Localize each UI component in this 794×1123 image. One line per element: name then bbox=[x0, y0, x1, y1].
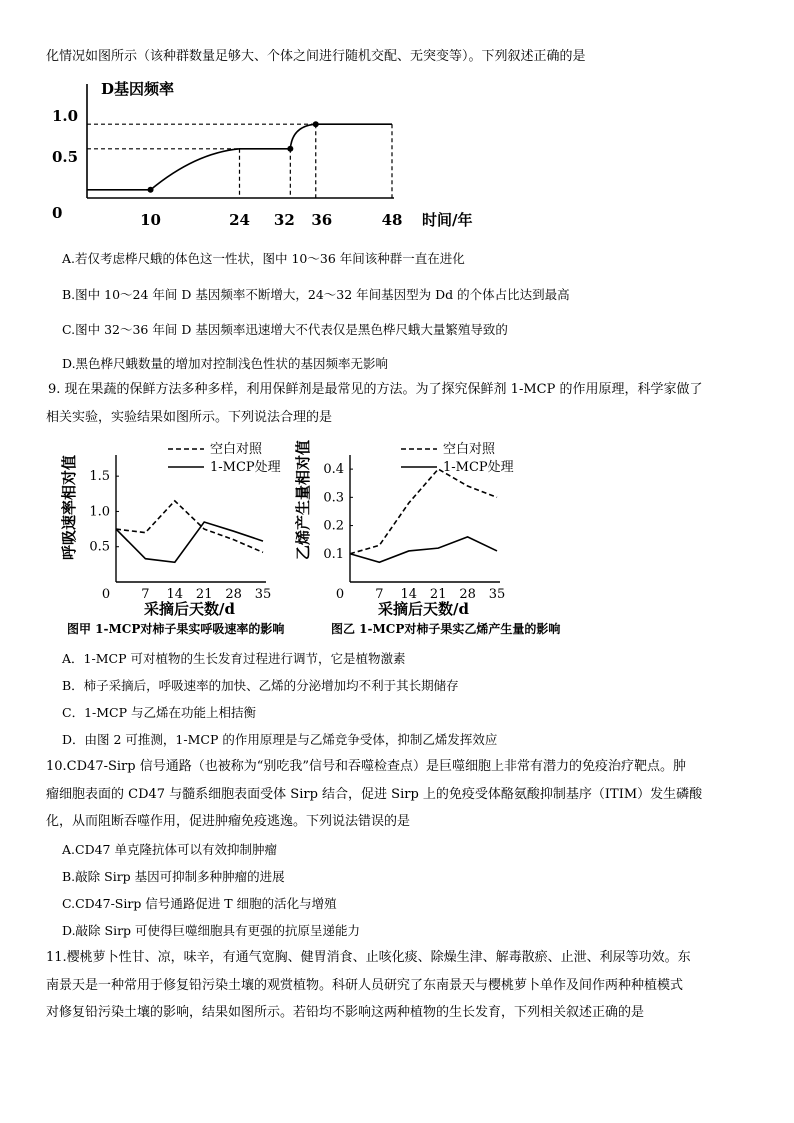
chart1-plot bbox=[52, 80, 472, 229]
chart3-x-label: 采摘后天数/d bbox=[378, 600, 469, 618]
q10-option-d: D.敲除 Sirp 可使得巨噬细胞具有更强的抗原呈递能力 bbox=[62, 923, 361, 938]
chart2-series-control bbox=[116, 501, 263, 553]
q9-stem-line-1: 9. 现在果蔬的保鲜方法多种多样，利用保鲜剂是最常见的方法。为了探究保鲜剂 1-MCP 的作用原理，科学家做了 bbox=[48, 382, 703, 397]
chart3-x-tick: 14 bbox=[400, 587, 418, 602]
q11-stem-line-2: 南景天是一种常用于修复铅污染土壤的观赏植物。科研人员研究了东南景天与樱桃萝卜单作及间作两种种植模式 bbox=[46, 978, 684, 993]
chart1-y-tick: 0 bbox=[52, 204, 63, 222]
chart2-legend-label: 空白对照 bbox=[210, 442, 263, 457]
chart1-x-tick: 24 bbox=[229, 211, 250, 229]
chart1-data-point bbox=[287, 146, 293, 152]
chart3-y-tick: 0.2 bbox=[323, 518, 344, 534]
chart2-x-tick: 14 bbox=[166, 587, 184, 602]
q9-option-b: B．柿子采摘后，呼吸速率的加快、乙烯的分泌增加均不利于其长期储存 bbox=[62, 678, 459, 693]
chart2-x-tick: 7 bbox=[141, 587, 150, 602]
chart2-x-tick: 35 bbox=[254, 587, 272, 602]
chart2-y-tick: 0.5 bbox=[89, 539, 110, 555]
q10-stem-line-1: 10.CD47-Sirp 信号通路（也被称为“别吃我”信号和吞噬检查点）是巨噬细胞上非常有潜力的免疫治疗靶点。肿 bbox=[46, 759, 687, 774]
chart2-x-label: 采摘后天数/d bbox=[144, 600, 235, 618]
chart3-series-mcp bbox=[350, 537, 497, 562]
q8-option-c: C.图中 32～36 年间 D 基因频率迅速增大不代表仅是黑色桦尺蛾大量繁殖导致的 bbox=[62, 322, 508, 337]
chart3-caption: 图乙 1-MCP对柿子果实乙烯产生量的影响 bbox=[331, 622, 561, 636]
chart1-y-label: D基因频率 bbox=[101, 80, 175, 98]
chart1-y-tick: 1.0 bbox=[52, 107, 79, 125]
q9-option-d: D．由图 2 可推测，1-MCP 的作用原理是与乙烯竞争受体，抑制乙烯发挥效应 bbox=[62, 732, 498, 747]
q9-option-c: C．1-MCP 与乙烯在功能上相拮衡 bbox=[62, 705, 256, 720]
chart2-x-tick: 0 bbox=[101, 587, 111, 602]
q10-option-c: C.CD47-Sirp 信号通路促进 T 细胞的活化与增殖 bbox=[62, 896, 337, 911]
chart3-y-label: 乙烯产生量相对值 bbox=[294, 439, 312, 560]
chart2-plot bbox=[60, 441, 281, 618]
chart3-legend-label: 1-MCP处理 bbox=[443, 460, 514, 475]
q10-option-a: A.CD47 单克隆抗体可以有效抑制肿瘤 bbox=[62, 842, 277, 857]
chart1-data-point bbox=[148, 187, 154, 193]
q9-stem-line-2: 相关实验，实验结果如图所示。下列说法合理的是 bbox=[46, 410, 333, 425]
chart2-x-tick: 21 bbox=[195, 587, 213, 602]
q11-stem-line-3: 对修复铅污染土壤的影响，结果如图所示。若铅均不影响这两种植物的生长发育，下列相关叙述正确的是 bbox=[46, 1005, 645, 1020]
chart2-x-tick: 28 bbox=[225, 587, 242, 602]
chart1-data-point bbox=[313, 121, 319, 127]
chart2-y-tick: 1.5 bbox=[89, 469, 110, 485]
chart1-x-tick: 32 bbox=[273, 211, 295, 229]
q9-option-a: A．1-MCP 可对植物的生长发育过程进行调节，它是植物激素 bbox=[62, 651, 406, 666]
chart3-y-tick: 0.1 bbox=[323, 546, 344, 562]
chart1-x-tick: 10 bbox=[140, 211, 161, 229]
chart3-x-tick: 0 bbox=[335, 587, 345, 602]
q10-stem-line-2: 瘤细胞表面的 CD47 与髓系细胞表面受体 Sirp 结合，促进 Sirp 上的免疫受体酪氨酸抑制基序（ITIM）发生磷酸 bbox=[46, 787, 703, 802]
chart1-x-label: 时间/年 bbox=[422, 211, 473, 229]
chart3-y-tick: 0.3 bbox=[323, 490, 344, 506]
chart2-legend-label: 1-MCP处理 bbox=[210, 460, 281, 475]
chart2-y-tick: 1.0 bbox=[89, 504, 110, 520]
chart-respiration-rate bbox=[58, 440, 298, 618]
chart1-x-tick: 36 bbox=[311, 211, 333, 229]
chart3-x-tick: 35 bbox=[488, 587, 506, 602]
chart-d-gene-frequency bbox=[50, 78, 473, 233]
chart-ethylene-production bbox=[294, 439, 556, 618]
chart1-x-tick: 48 bbox=[381, 211, 403, 229]
chart3-x-tick: 28 bbox=[459, 587, 476, 602]
q10-option-b: B.敲除 Sirp 基因可抑制多种肿瘤的进展 bbox=[62, 869, 285, 884]
chart2-caption: 图甲 1-MCP对柿子果实呼吸速率的影响 bbox=[67, 622, 285, 636]
chart1-y-tick: 0.5 bbox=[52, 148, 79, 166]
q8-option-d: D.黑色桦尺蛾数量的增加对控制浅色性状的基因频率无影响 bbox=[62, 356, 389, 371]
q8-option-a: A.若仅考虑桦尺蛾的体色这一性状，图中 10～36 年间该种群一直在进化 bbox=[62, 251, 465, 266]
chart3-legend-label: 空白对照 bbox=[443, 442, 496, 457]
q11-stem-line-1: 11.樱桃萝卜性甘、凉，味辛，有通气宽胸、健胃消食、止咳化痰、除燥生津、解毒散瘀、止泄、利尿等功效。东 bbox=[46, 950, 691, 965]
chart3-x-tick: 7 bbox=[375, 587, 384, 602]
q8-option-b: B.图中 10～24 年间 D 基因频率不断增大，24～32 年间基因型为 Dd 的个体占比达到最高 bbox=[62, 287, 570, 302]
chart2-y-label: 呼吸速率相对值 bbox=[60, 454, 78, 560]
chart3-y-tick: 0.4 bbox=[323, 462, 344, 478]
q8-intro-tail: 化情况如图所示（该种群数量足够大、个体之间进行随机交配、无突变等）。下列叙述正确的是 bbox=[46, 49, 586, 64]
q10-stem-line-3: 化，从而阻断吞噬作用，促进肿瘤免疫逃逸。下列说法错误的是 bbox=[46, 814, 411, 829]
chart3-plot bbox=[294, 440, 514, 618]
chart3-x-tick: 21 bbox=[429, 587, 447, 602]
